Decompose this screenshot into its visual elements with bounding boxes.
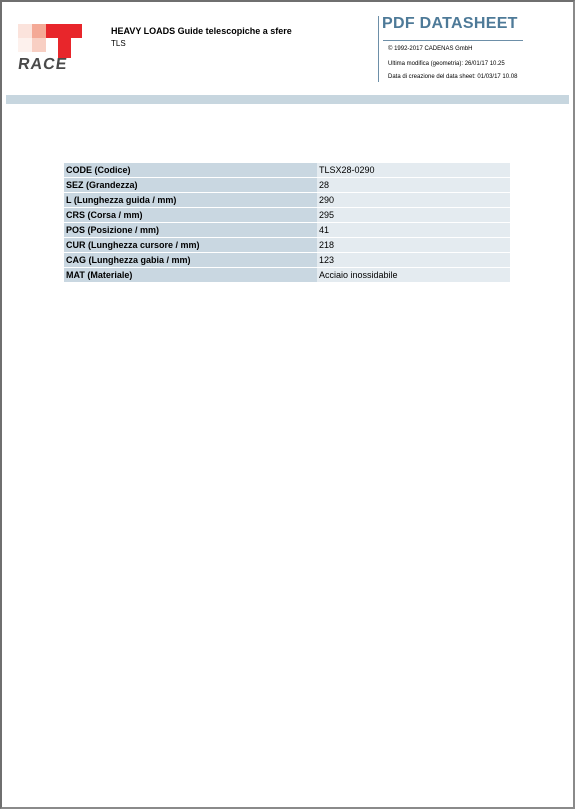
header-divider-horizontal [383,40,523,41]
table-row [64,268,510,283]
attribute-key: L (Lunghezza guida / mm) [64,193,317,208]
attribute-key: CUR (Lunghezza cursore / mm) [64,238,317,253]
document-title: HEAVY LOADS Guide telescopiche a sfere [111,26,292,36]
table-row [64,193,510,208]
attribute-value: TLSX28-0290 [317,163,510,178]
attribute-key: CODE (Codice) [64,163,317,178]
pdf-datasheet-title: PDF DATASHEET [382,15,518,32]
race-logo [18,24,82,76]
attribute-value: 290 [317,193,510,208]
attribute-value: Acciaio inossidabile [317,268,510,283]
table-row [64,223,510,238]
attribute-key: MAT (Materiale) [64,268,317,283]
attribute-key: CAG (Lunghezza gabia / mm) [64,253,317,268]
table-row [64,178,510,193]
copyright-text: © 1992-2017 CADENAS GmbH [388,46,473,52]
attribute-key: POS (Posizione / mm) [64,223,317,238]
created-date-text: Data di creazione del data sheet: 01/03/17 10.08 [388,74,518,80]
attribute-value: 41 [317,223,510,238]
attribute-value: 295 [317,208,510,223]
table-row [64,238,510,253]
attribute-value: 28 [317,178,510,193]
table-row [64,163,510,178]
attribute-value: 123 [317,253,510,268]
attribute-value: 218 [317,238,510,253]
table-row [64,253,510,268]
header-divider-vertical [378,16,379,82]
last-modified-text: Ultima modifica (geometria): 26/01/17 10.25 [388,61,505,67]
document-subtitle: TLS [111,39,126,48]
logo-text: RACE [16,56,69,73]
attributes-table [64,163,510,283]
header-band [6,95,569,104]
table-row [64,208,510,223]
attribute-key: CRS (Corsa / mm) [64,208,317,223]
attribute-key: SEZ (Grandezza) [64,178,317,193]
